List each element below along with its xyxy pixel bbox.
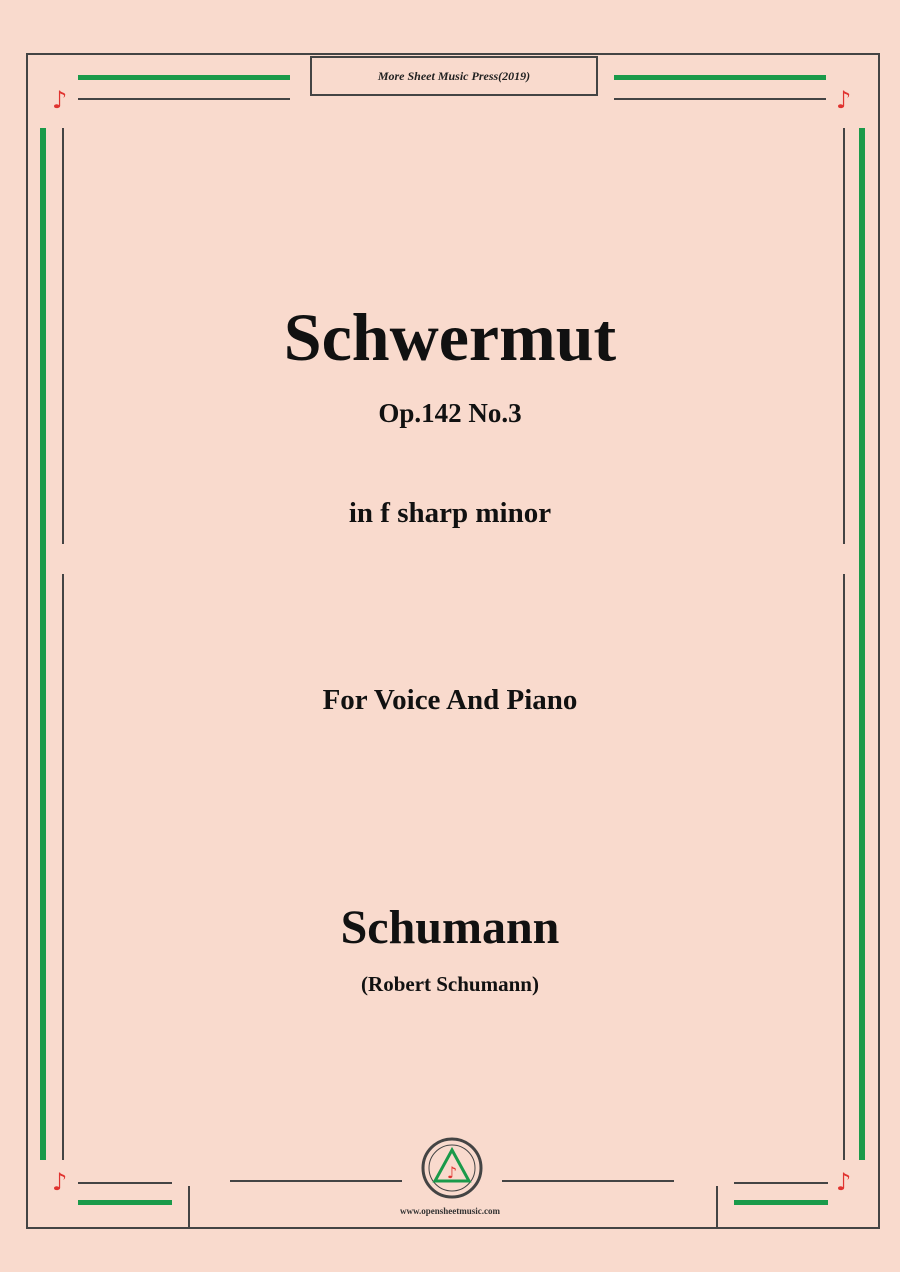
publisher-logo-icon [421, 1137, 483, 1199]
svg-text:♪: ♪ [446, 1163, 458, 1182]
page-title: Schwermut [283, 299, 617, 375]
right-green-bar [859, 128, 865, 1160]
bottom-right-dark-line [734, 1182, 828, 1184]
left-dark-line-lower [62, 574, 64, 1160]
composer-full-name: (Robert Schumann) [361, 972, 539, 996]
music-note-icon: ♪ [836, 86, 852, 114]
top-left-dark-line [78, 98, 290, 100]
bottom-center-left-line [230, 1180, 402, 1182]
outer-frame [26, 53, 880, 1229]
top-right-green-bar [614, 75, 826, 80]
left-green-bar [40, 128, 46, 1160]
opus-number: Op.142 No.3 [378, 398, 522, 428]
top-right-dark-line [614, 98, 826, 100]
bottom-center-right-line [502, 1180, 674, 1182]
music-note-icon: ♪ [52, 1168, 68, 1196]
bottom-left-green-bar [78, 1200, 172, 1205]
music-note-icon: ♪ [52, 86, 68, 114]
bottom-right-green-bar [734, 1200, 828, 1205]
music-note-icon: ♪ [836, 1168, 852, 1196]
publisher-box: More Sheet Music Press(2019) [310, 56, 598, 96]
top-left-green-bar [78, 75, 290, 80]
instrumentation: For Voice And Piano [322, 684, 578, 716]
website-url: www.opensheetmusic.com [400, 1206, 500, 1216]
composer-name: Schumann [340, 901, 560, 954]
bottom-left-dark-line [78, 1182, 172, 1184]
right-dark-line-lower [843, 574, 845, 1160]
key-signature: in f sharp minor [348, 497, 552, 529]
